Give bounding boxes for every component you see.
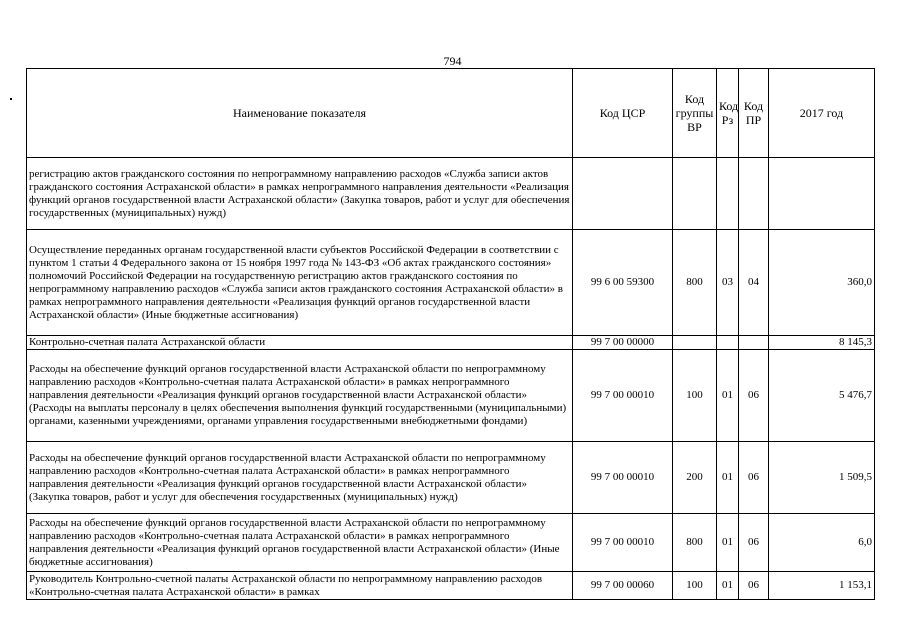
- row-amount: 1 153,1: [769, 572, 875, 600]
- row-pr: [739, 158, 769, 230]
- row-vr: 800: [673, 514, 717, 572]
- row-csr: [573, 158, 673, 230]
- row-pr: [739, 336, 769, 350]
- table-row: [27, 230, 875, 336]
- row-amount: 5 476,7: [769, 350, 875, 442]
- row-csr: 99 7 00 00010: [573, 350, 673, 442]
- row-pr: 04: [739, 230, 769, 336]
- row-name: Расходы на обеспечение функций органов государственной власти Астраханской области по непрограммному направлению расходов «Контрольно-счетная палата Астраханской области» в рамках непрограммного направления деятельности «Реализация функций органов государственной власти Астраханской области» (Расходы на выплаты персоналу в целях обеспечения выполнения функций государственными (муниципальными) органами, казенными учреждениями, органами управления государственными внебюджетными фондами): [27, 350, 573, 442]
- row-pr: 06: [739, 572, 769, 600]
- row-name: Руководитель Контрольно-счетной палаты Астраханской области по непрограммному направлению расходов «Контрольно-счетная палата Астраханской области» в рамках: [27, 572, 573, 600]
- row-vr: 200: [673, 442, 717, 514]
- page-number: 794: [443, 54, 462, 68]
- table-row: [27, 442, 875, 514]
- row-name: Контрольно-счетная палата Астраханской области: [27, 336, 573, 350]
- row-vr: [673, 336, 717, 350]
- row-csr: 99 6 00 59300: [573, 230, 673, 336]
- row-amount: [769, 158, 875, 230]
- row-name: Расходы на обеспечение функций органов государственной власти Астраханской области по непрограммному направлению расходов «Контрольно-счетная палата Астраханской области» в рамках непрограммного направления деятельности «Реализация функций органов государственной власти Астраханской области» (Иные бюджетные ассигнования): [27, 514, 573, 572]
- row-csr: 99 7 00 00010: [573, 514, 673, 572]
- row-name: регистрацию актов гражданского состояния по непрограммному направлению расходов «Служба записи актов гражданского состояния Астраханской области» в рамках непрограммного направления деятельности «Реализация функций органов государственной власти Астраханской области» (Закупка товаров, работ и услуг для обеспечения государственных (муниципальных) нужд): [27, 158, 573, 230]
- header-rz: Код Рз: [717, 69, 739, 158]
- row-pr: 06: [739, 442, 769, 514]
- header-name: Наименование показателя: [27, 69, 573, 158]
- scan-dot: [10, 98, 12, 100]
- header-csr: Код ЦСР: [573, 69, 673, 158]
- row-rz: [717, 158, 739, 230]
- row-rz: 01: [717, 442, 739, 514]
- table-row: [27, 158, 875, 230]
- row-csr: 99 7 00 00060: [573, 572, 673, 600]
- row-rz: 01: [717, 514, 739, 572]
- header-year: 2017 год: [769, 69, 875, 158]
- row-vr: 100: [673, 350, 717, 442]
- table-row: [27, 336, 875, 350]
- budget-table: [26, 68, 875, 600]
- row-rz: 01: [717, 350, 739, 442]
- row-pr: 06: [739, 350, 769, 442]
- table-row: [27, 350, 875, 442]
- row-rz: [717, 336, 739, 350]
- row-amount: 1 509,5: [769, 442, 875, 514]
- row-vr: [673, 158, 717, 230]
- header-pr: Код ПР: [739, 69, 769, 158]
- row-name: Расходы на обеспечение функций органов государственной власти Астраханской области по непрограммному направлению расходов «Контрольно-счетная палата Астраханской области» в рамках непрограммного направления деятельности «Реализация функций органов государственной власти Астраханской области» (Закупка товаров, работ и услуг для обеспечения государственных (муниципальных) нужд): [27, 442, 573, 514]
- row-csr: 99 7 00 00000: [573, 336, 673, 350]
- table-row: [27, 572, 875, 600]
- row-amount: 360,0: [769, 230, 875, 336]
- row-rz: 01: [717, 572, 739, 600]
- row-amount: 8 145,3: [769, 336, 875, 350]
- row-vr: 800: [673, 230, 717, 336]
- header-row: [27, 69, 875, 158]
- row-csr: 99 7 00 00010: [573, 442, 673, 514]
- row-pr: 06: [739, 514, 769, 572]
- row-vr: 100: [673, 572, 717, 600]
- row-rz: 03: [717, 230, 739, 336]
- header-vr: Код группы ВР: [673, 69, 717, 158]
- row-amount: 6,0: [769, 514, 875, 572]
- table-row: [27, 514, 875, 572]
- row-name: Осуществление переданных органам государственной власти субъектов Российской Федерации в соответствии с пунктом 1 статьи 4 Федерального закона от 15 ноября 1997 года № 143-ФЗ «Об актах гражданского состояния» полномочий Российской Федерации на государственную регистрацию актов гражданского состояния по непрограммному направлению расходов «Служба записи актов гражданского состояния Астраханской области» в рамках непрограммного направления деятельности «Реализация функций органов государственной власти Астраханской области» (Иные бюджетные ассигнования): [27, 230, 573, 336]
